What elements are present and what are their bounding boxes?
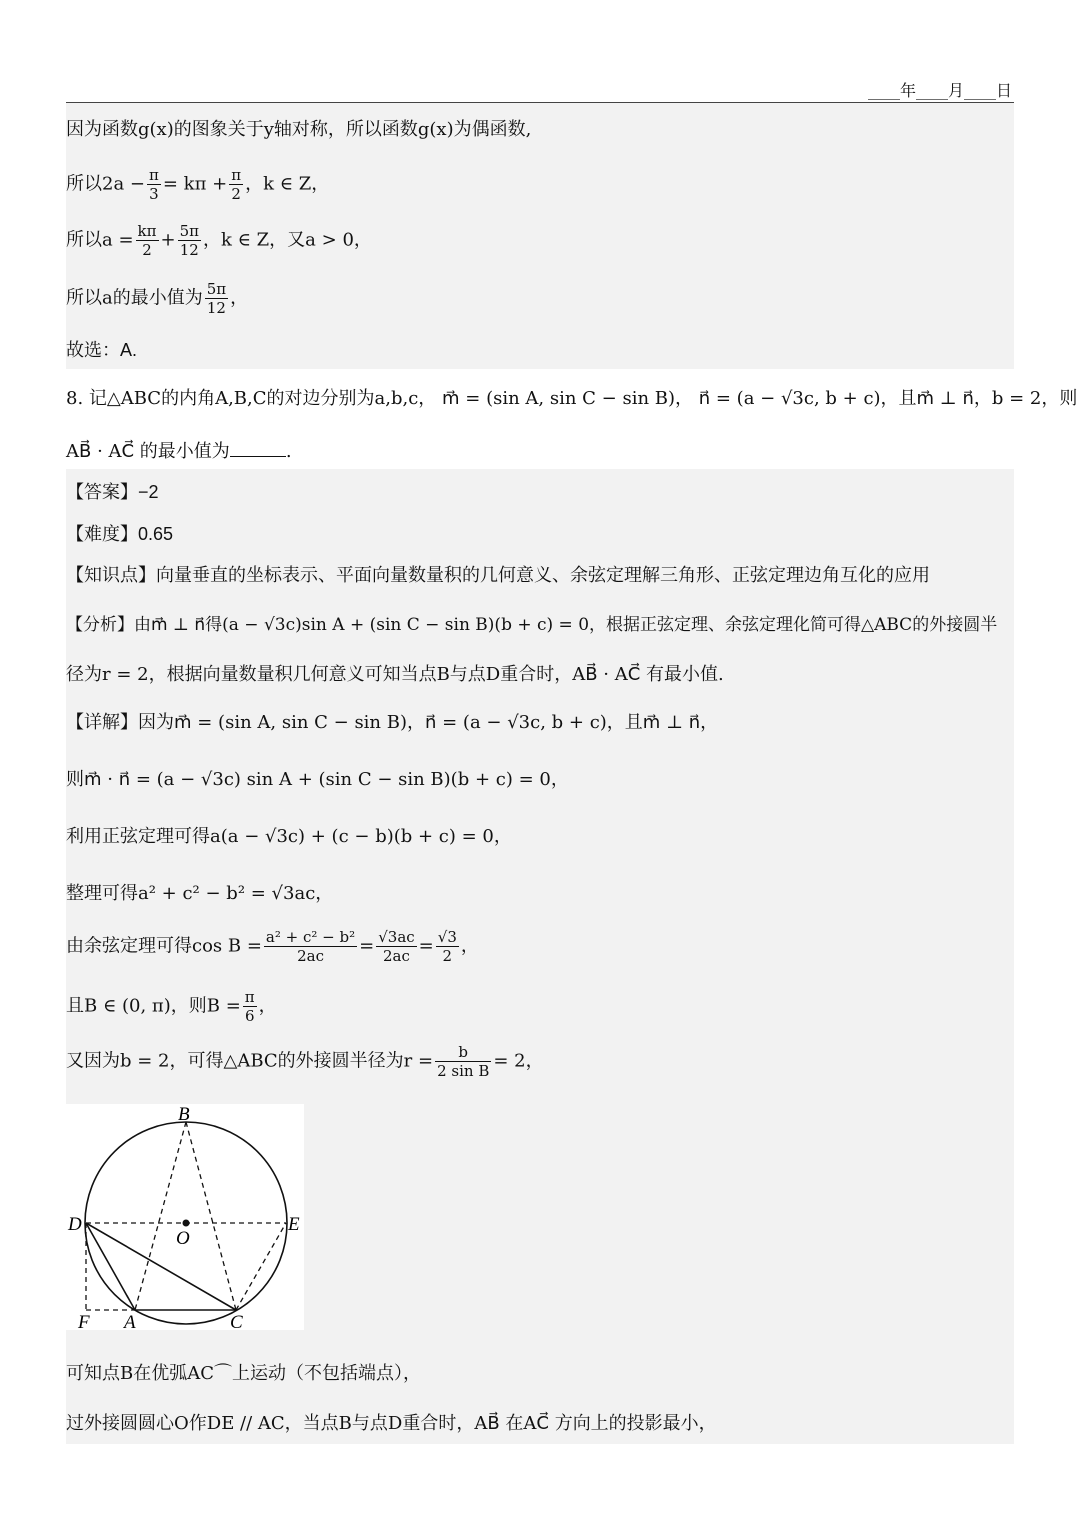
text: 所以a = bbox=[66, 229, 134, 251]
text: 所以2a − bbox=[66, 173, 145, 195]
center-point bbox=[183, 1220, 190, 1227]
analysis-tag: 【分析】 bbox=[66, 615, 134, 635]
numerator: √3ac bbox=[378, 928, 415, 946]
label-b: B bbox=[178, 1104, 190, 1125]
denominator: 2 bbox=[142, 241, 152, 259]
question-line-2 bbox=[66, 438, 292, 464]
prev-line-5: 故选：A. bbox=[66, 340, 138, 360]
answer-blank bbox=[230, 438, 286, 457]
fraction bbox=[147, 166, 161, 203]
geometry-figure bbox=[66, 1104, 304, 1330]
denominator: 2 sin B bbox=[437, 1062, 490, 1080]
text: 又因为b = 2，可得△ABC的外接圆半径为r = bbox=[66, 1050, 434, 1072]
fraction bbox=[435, 1043, 491, 1080]
question-line-1: 8. 记△ABC的内角A,B,C的对边分别为a,b,c， m⃗ = (sin A, sin C − sin B)， n⃗ = (a − √3c, b + c)，且m⃗ ⊥ n⃗，b = 2，则 bbox=[66, 388, 1078, 409]
text: = bbox=[418, 935, 434, 957]
fraction bbox=[178, 222, 201, 259]
difficulty-tag: 【难度】 bbox=[66, 524, 138, 545]
text: = bbox=[359, 935, 375, 957]
detail-line-4: 整理可得a² + c² − b² = √3ac， bbox=[66, 883, 334, 904]
line-ce bbox=[236, 1223, 286, 1310]
numerator: π bbox=[231, 166, 242, 184]
detail-line-6 bbox=[66, 988, 277, 1025]
fraction bbox=[264, 928, 357, 965]
prev-line-4 bbox=[66, 280, 248, 317]
denominator: 2 bbox=[231, 185, 241, 203]
detail-line-1 bbox=[66, 711, 718, 735]
denominator: 6 bbox=[244, 1007, 255, 1025]
fraction bbox=[436, 928, 459, 965]
analysis-line-2: 径为r = 2，根据向量数量积几何意义可知当点B与点D重合时，AB⃗ · AC⃗ 有最小值. bbox=[66, 664, 724, 685]
difficulty-line bbox=[66, 522, 173, 547]
label-e: E bbox=[288, 1214, 300, 1235]
label-d: D bbox=[68, 1214, 82, 1235]
answer-value: −2 bbox=[138, 482, 159, 502]
knowledge-value: 向量垂直的坐标表示、平面向量数量积的几何意义、余弦定理解三角形、正弦定理边角互化的应用 bbox=[156, 565, 930, 586]
knowledge-tag: 【知识点】 bbox=[66, 565, 156, 586]
prev-line-2 bbox=[66, 166, 329, 203]
answer-line bbox=[66, 480, 159, 505]
numerator: √3 bbox=[437, 928, 457, 946]
difficulty-value: 0.65 bbox=[138, 524, 174, 544]
text: ，k ∈ Z， bbox=[245, 173, 330, 195]
numerator: a² + c² − b² bbox=[265, 928, 356, 946]
text: ， bbox=[258, 995, 277, 1017]
label-o: O bbox=[176, 1228, 190, 1249]
prev-line-3 bbox=[66, 222, 372, 259]
denominator: 2 bbox=[442, 947, 453, 965]
text: 所以a的最小值为 bbox=[66, 287, 203, 309]
fraction bbox=[205, 280, 228, 317]
numerator: π bbox=[149, 166, 159, 184]
detail-line-9: 过外接圆圆心O作DE // AC，当点B与点D重合时，AB⃗ 在AC⃗ 方向上的投影最小， bbox=[66, 1413, 717, 1434]
denominator: 3 bbox=[149, 185, 159, 203]
line-da bbox=[86, 1223, 135, 1310]
label-a: A bbox=[124, 1312, 136, 1330]
text: ，k ∈ Z，又a > 0， bbox=[203, 229, 372, 251]
line-ba bbox=[135, 1122, 186, 1310]
denominator: 2ac bbox=[297, 947, 324, 965]
circle-diagram bbox=[66, 1104, 304, 1330]
denominator: 12 bbox=[179, 241, 199, 259]
detail-text: 因为m⃗ = (sin A, sin C − sin B)，n⃗ = (a − √3c, b + c)，且m⃗ ⊥ n⃗， bbox=[138, 712, 719, 733]
text: ， bbox=[460, 935, 479, 957]
text: ， bbox=[230, 287, 249, 309]
numerator: b bbox=[435, 1043, 491, 1062]
fraction bbox=[243, 988, 257, 1025]
line-dc bbox=[86, 1223, 236, 1310]
detail-line-3: 利用正弦定理可得a(a − √3c) + (c − b)(b + c) = 0， bbox=[66, 826, 512, 847]
knowledge-line bbox=[66, 564, 930, 588]
page-header bbox=[66, 74, 1014, 103]
line-bc bbox=[186, 1122, 236, 1310]
analysis-text: 由m⃗ ⊥ n⃗得(a − √3c)sin A + (sin C − sin B)(b + c) = 0，根据正弦定理、余弦定理化简可得△ABC的外接圆半 bbox=[134, 615, 998, 635]
detail-line-5 bbox=[66, 928, 479, 965]
text: 且B ∈ (0, π)，则B = bbox=[66, 995, 241, 1017]
date-label: ____年____月____日 bbox=[867, 81, 1012, 100]
text: = 2， bbox=[493, 1050, 544, 1072]
denominator: 12 bbox=[206, 299, 226, 317]
detail-tag: 【详解】 bbox=[66, 712, 138, 733]
text: AB⃗ · AC⃗ 的最小值为 bbox=[66, 441, 230, 462]
detail-line-2: 则m⃗ · n⃗ = (a − √3c) sin A + (sin C − sin B)(b + c) = 0， bbox=[66, 769, 569, 790]
numerator: 5π bbox=[206, 280, 227, 298]
text: = kπ + bbox=[162, 173, 228, 195]
label-c: C bbox=[230, 1312, 243, 1330]
fraction bbox=[136, 222, 159, 259]
numerator: kπ bbox=[137, 222, 157, 240]
numerator: 5π bbox=[179, 222, 199, 240]
text: . bbox=[285, 441, 292, 462]
answer-tag: 【答案】 bbox=[66, 482, 138, 503]
denominator: 2ac bbox=[383, 947, 410, 965]
analysis-line-1 bbox=[66, 613, 997, 637]
fraction bbox=[376, 928, 416, 965]
text: + bbox=[160, 229, 176, 251]
label-f: F bbox=[78, 1312, 90, 1330]
detail-line-7 bbox=[66, 1043, 544, 1080]
detail-line-8: 可知点B在优弧AC⌒上运动（不包括端点）， bbox=[66, 1363, 421, 1384]
text: 由余弦定理可得cos B = bbox=[66, 935, 262, 957]
fraction bbox=[229, 166, 243, 203]
numerator: π bbox=[244, 988, 255, 1006]
prev-line-1: 因为函数g(x)的图象关于y轴对称，所以函数g(x)为偶函数, bbox=[66, 119, 532, 140]
